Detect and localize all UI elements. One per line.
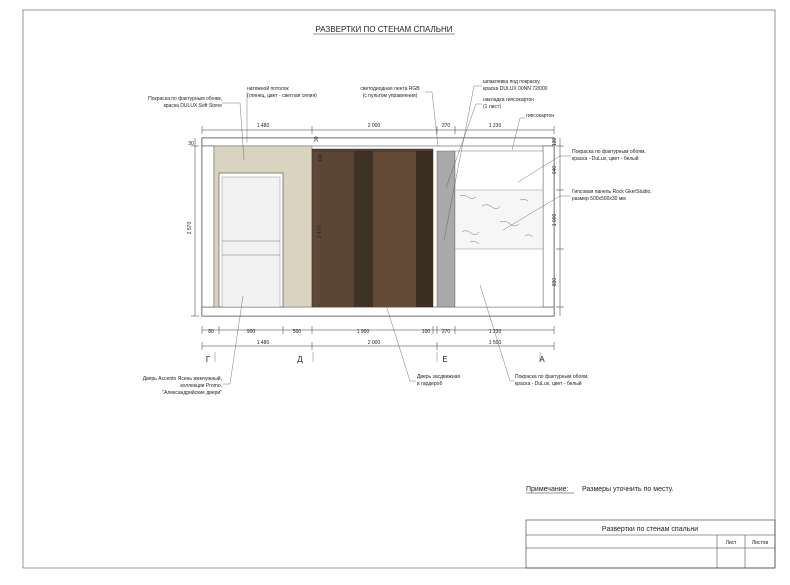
dim-top: 270 (441, 123, 451, 129)
callout-led-strip (360, 86, 438, 146)
svg-text:шпаклевка под покраску,: шпаклевка под покраску, (483, 79, 541, 85)
svg-text:коллекции Promo,: коллекции Promo, (180, 383, 222, 389)
svg-text:накладка гипсокартон: накладка гипсокартон (483, 97, 535, 103)
svg-text:Покраска по фактурным обоям,: Покраска по фактурным обоям, (572, 149, 646, 155)
stamp-sheet-label: Лист (725, 540, 737, 546)
svg-text:Покраска по фактурным обоям,: Покраска по фактурным обоям, (148, 96, 222, 102)
dim-bottom: 100 (421, 329, 431, 335)
dimensions-bottom (202, 326, 554, 364)
left-wall-post (202, 146, 214, 307)
svg-text:(глянец, цвет - светлая сепия): (глянец, цвет - светлая сепия) (247, 93, 317, 99)
dim-bottom-total: 1 480 (256, 340, 270, 346)
dimensions-left (187, 138, 199, 316)
dim-right: 640 (552, 165, 558, 175)
svg-text:светодиодная лента RGB: светодиодная лента RGB (360, 86, 420, 92)
gypsum-panel (455, 190, 543, 249)
svg-text:натяжной потолок: натяжной потолок (247, 86, 289, 92)
axis-label: Д (297, 355, 303, 364)
dim-right: 1 000 (552, 213, 558, 227)
drawing-title: РАЗВЕРТКИ ПО СТЕНАМ СПАЛЬНИ (315, 25, 453, 34)
svg-text:краска - DuLux, цвет - белый: краска - DuLux, цвет - белый (515, 381, 582, 387)
stamp-sheets-label: Листов (751, 540, 769, 546)
svg-text:краска - DuLux, цвет - белый: краска - DuLux, цвет - белый (572, 156, 639, 162)
dim-top: 2 000 (367, 123, 381, 129)
wardrobe-dark-strip (354, 151, 373, 307)
dim-bottom: 900 (246, 329, 256, 335)
svg-text:(1 лист): (1 лист) (483, 104, 502, 110)
wardrobe-door-left (320, 151, 354, 307)
svg-text:Покраска по фактурным обоям,: Покраска по фактурным обоям, (515, 374, 589, 380)
dim-top: 1 480 (256, 123, 270, 129)
stamp-title: Развертки по стенам спальни (601, 526, 699, 533)
svg-text:Гипсовая панель Rock GkerStudi: Гипсовая панель Rock GkerStudio, (572, 189, 652, 195)
svg-text:"Александрийские двери": "Александрийские двери" (162, 390, 222, 396)
dim-bottom-total: 2 000 (367, 340, 381, 346)
dim-bottom: 270 (441, 329, 451, 335)
note-label: Примечание: (526, 486, 569, 493)
dim-bottom-total: 1 500 (488, 340, 502, 346)
svg-text:краска DULUX 00NN 72/000: краска DULUX 00NN 72/000 (483, 86, 548, 92)
floor-band (202, 307, 554, 316)
svg-text:гипсокартон: гипсокартон (526, 113, 555, 119)
dim-right: 830 (552, 277, 558, 287)
elevation (202, 138, 554, 316)
dim-top: 1 230 (488, 123, 502, 129)
dim-bottom: 500 (292, 329, 302, 335)
dim-mid-small: 100 (318, 153, 324, 163)
axis-label: Е (442, 355, 448, 364)
svg-text:краска DULUX Soft Stone: краска DULUX Soft Stone (163, 103, 222, 109)
axis-label: Г (205, 355, 211, 364)
svg-text:Дверь засдвижная: Дверь засдвижная (417, 374, 461, 380)
svg-text:(с пультом управления): (с пультом управления) (362, 93, 418, 99)
wardrobe-door-right (373, 151, 416, 307)
wardrobe-dark-strip (416, 151, 433, 307)
dim-bottom: 80 (208, 329, 214, 335)
callout-stretch-ceiling (247, 85, 317, 142)
note-text: Размеры уточнить по месту. (582, 486, 674, 493)
dim-mid-height: 2 470 (317, 225, 323, 239)
svg-text:размер 500х500х30 мм: размер 500х500х30 мм (572, 196, 626, 202)
dim-left-total: 2 570 (187, 221, 193, 235)
svg-text:Дверь Accento Ясень жемчужный,: Дверь Accento Ясень жемчужный, (142, 376, 222, 382)
ceiling-band (202, 138, 554, 146)
dim-left-small: 30 (188, 141, 194, 147)
dim-bottom: 1 900 (356, 329, 370, 335)
dim-top-small: 30 (314, 136, 320, 142)
title-block (526, 520, 775, 568)
door-leaf (222, 177, 280, 307)
svg-text:в гардероб: в гардероб (417, 381, 443, 387)
axis-label: А (539, 355, 545, 364)
dim-right: 130 (552, 137, 558, 147)
dim-bottom: 1 230 (488, 329, 502, 335)
